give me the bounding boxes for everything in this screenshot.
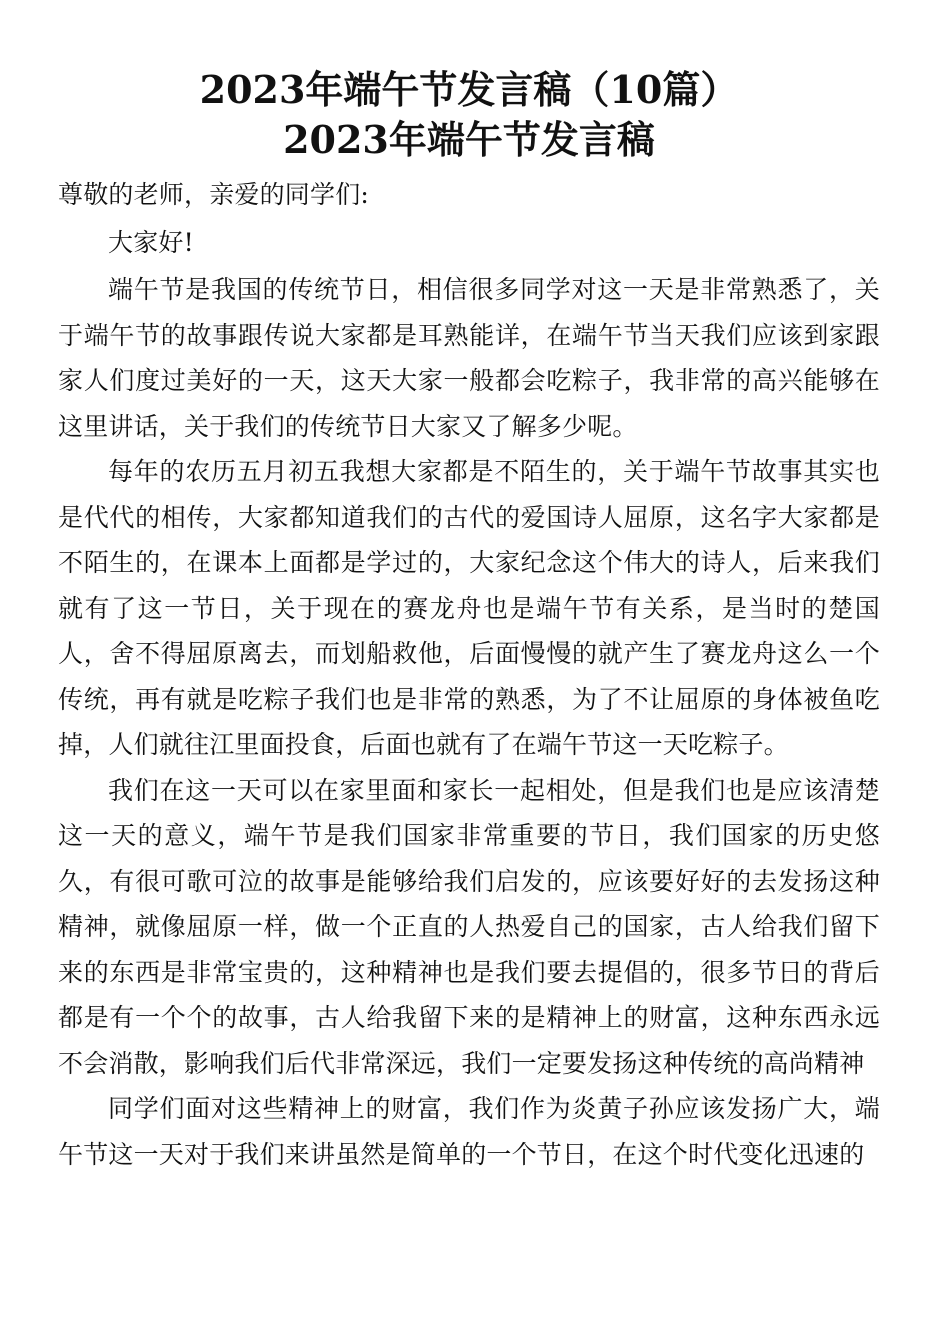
paragraph-2: 每年的农历五月初五我想大家都是不陌生的，关于端午节故事其实也是代代的相传，大家都知道我们的古代的爱国诗人屈原，这名字大家都是不陌生的，在课本上面都是学过的，大家纪念这个伟大的诗人，后来我们就有了这一节日，关于现在的赛龙舟也是端午节有关系，是当时的楚国人，舍不得屈原离去，而划船救他，后面慢慢的就产生了赛龙舟这么一个传统，再有就是吃粽子我们也是非常的熟悉，为了不让屈原的身体被鱼吃掉，人们就往江里面投食，后面也就有了在端午节这一天吃粽子。 [58, 457, 880, 759]
paragraph-3: 我们在这一天可以在家里面和家长一起相处，但是我们也是应该清楚这一天的意义，端午节是我们国家非常重要的节日，我们国家的历史悠久，有很可歌可泣的故事是能够给我们启发的，应该要好好的去发扬这种精神，就像屈原一样，做一个正直的人热爱自己的国家，古人给我们留下来的东西是非常宝贵的，这种精神也是我们要去提倡的，很多节日的背后都是有一个个的故事，古人给我留下来的是精神上的财富，这种东西永远不会消散，影响我们后代非常深远，我们一定要发扬这种传统的高尚精神 [58, 775, 880, 1078]
paragraph-1: 端午节是我国的传统节日，相信很多同学对这一天是非常熟悉了，关于端午节的故事跟传说大家都是耳熟能详，在端午节当天我们应该到家跟家人们度过美好的一天，这天大家一般都会吃粽子，我非常的高兴能够在这里讲话，关于我们的传统节日大家又了解多少呢。 [58, 275, 880, 441]
paragraph-4: 同学们面对这些精神上的财富，我们作为炎黄子孙应该发扬广大，端午节这一天对于我们来讲虽然是简单的一个节日，在这个时代变化迅速的 [58, 1094, 880, 1169]
hello-line: 大家好! [108, 227, 194, 257]
document-title: 2023年端午节发言稿（10篇） [199, 67, 739, 112]
document-subtitle: 2023年端午节发言稿 [283, 117, 655, 162]
salutation: 尊敬的老师，亲爱的同学们: [58, 180, 370, 209]
